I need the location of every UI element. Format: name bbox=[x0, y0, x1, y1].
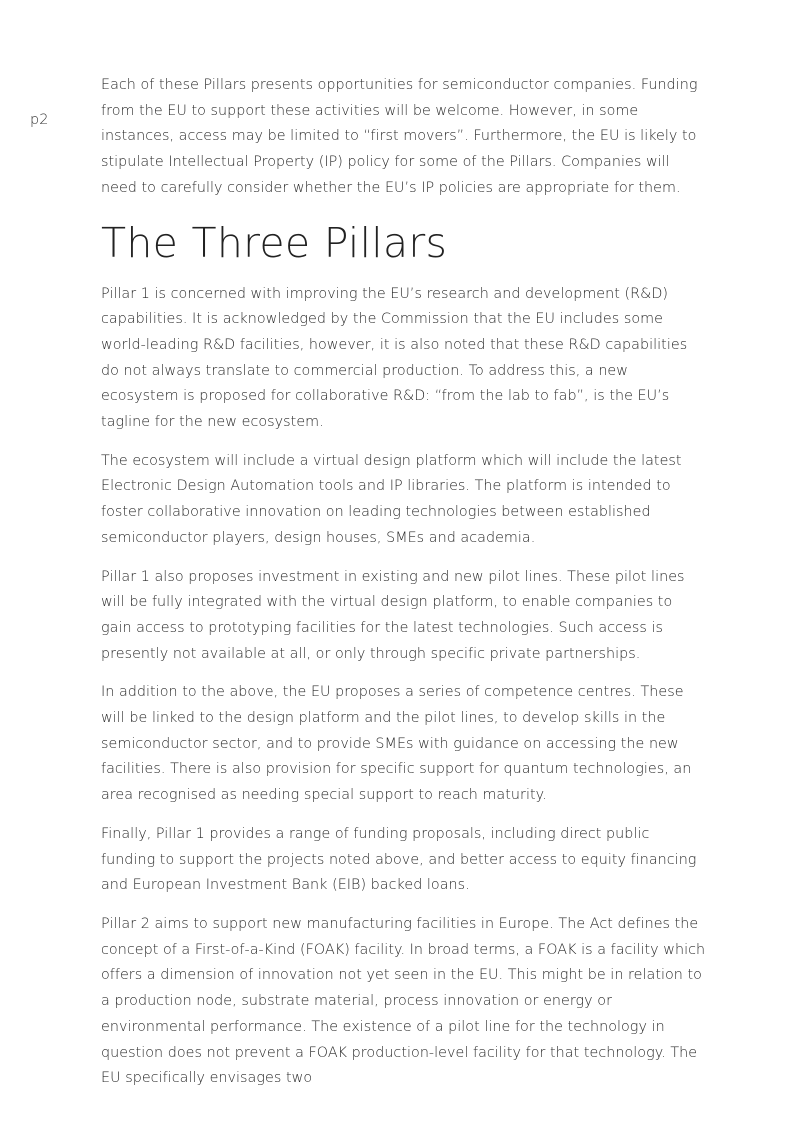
body-paragraph-pillar2: Pillar 2 aims to support new manufacturing facilities in Europe. The Act defines the concept of a First-of-a-Kind (FOAK) facility. In broad terms, a FOAK is a facility which offers a dimension of innovation not yet seen in the EU. This might be in relation to a production node, substrate material, process innovation or energy or environmental performance. The existence of a pilot line for the technology in question does not prevent a FOAK production-level facility for that technology. The EU specifically envisages two bbox=[101, 915, 706, 1087]
body-paragraph-pilot-lines: Pillar 1 also proposes investment in existing and new pilot lines. These pilot lines will be fully integrated with the virtual design platform, to enable companies to gain access to prototyping facilities for the latest technologies. Such access is presently not available at all, or only through specific private partnerships. bbox=[101, 568, 685, 662]
body-paragraph-competence-centres: In addition to the above, the EU proposes a series of competence centres. These will be linked to the design platform and the pilot lines, to develop skills in the semiconductor sector, and to provide SMEs with guidance on accessing the new facilities. There is also provision for specific support for quantum technologies, an area recognised as needing special support to reach maturity. bbox=[101, 684, 692, 804]
body-paragraph-design-platform: The ecosystem will include a virtual design platform which will include the latest Electronic Design Automation tools and IP libraries. The platform is intended to foster collaborative innovation on leading technologies between established semiconductor players, design houses, SMEs and academia. bbox=[101, 452, 682, 546]
document-body bbox=[101, 73, 706, 1105]
page-number: p2 bbox=[30, 112, 49, 128]
body-paragraph-funding: Finally, Pillar 1 provides a range of funding proposals, including direct public funding to support the projects noted above, and better access to equity financing and European Investment Bank (EIB) backed loans. bbox=[101, 825, 697, 894]
intro-paragraph: Each of these Pillars presents opportunities for semiconductor companies. Funding from the EU to support these activities will be welcome. However, in some instances, access may be limited to “first movers”. Furthermore, the EU is likely to stipulate Intellectual Property (IP) policy for some of the Pillars. Companies will need to carefully consider whether the EU’s IP policies are appropriate for them. bbox=[101, 77, 698, 196]
body-paragraph-pillar1-intro: Pillar 1 is concerned with improving the EU’s research and development (R&D) capabilities. It is acknowledged by the Commission that the EU includes some world-leading R&D facilities, however, it is also noted that these R&D capabilities do not always translate to commercial production. To address this, a new ecosystem is proposed for collaborative R&D: “from the lab to fab”, is the EU’s tagline for the new ecosystem. bbox=[101, 285, 688, 431]
section-heading: The Three Pillars bbox=[101, 218, 448, 267]
